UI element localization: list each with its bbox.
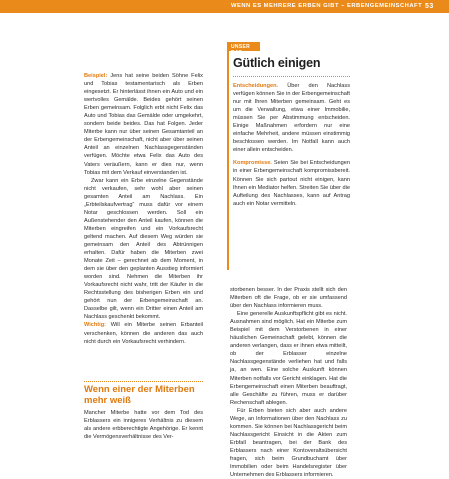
advice-paragraph-decisions	[233, 82, 350, 154]
right-paragraph-1: storbenen besser. In der Praxis stellt sich den Miterben oft die Frage, ob er sie umfassend über den Nachlass informieren muss.	[230, 287, 347, 310]
decisions-text: Über den Nachlass verfügen können Sie in der Erbengemeinschaft nur mit Ihren Miterben gemeinsam. Geht es um die Verwaltung, etwa einer Immobilie, müssen Sie per Abstimmung entscheiden. Einige Maßnahmen erfordern nur eine einfache Mehrheit, andere müssen einstimmig beschlossen werden. Im Notfall kann auch einer allein entscheiden.	[233, 83, 350, 154]
section-heading: Wenn einer der Miterben mehr weiß	[84, 384, 195, 406]
example-label: Beispiel:	[84, 73, 108, 79]
right-paragraph-2: Eine generelle Auskunftspflicht gibt es nicht. Ausnahmen sind möglich. Hat ein Miterbe zum Beispiel mit dem Verstorbenen in einer häuslichen Gemeinschaft gelebt, können die anderen verlangen, dass er ihnen etwa mitteilt, ob der Erblasser einzelne Nachlassgegenstände verliehen hat und falls ja, an wen. Eine solche Auskunft können Miterben notfalls vor Gericht einklagen. Hat die Erbengemeinschaft einen Miterben beauftragt, alle Geschäfte zu führen, muss er darüber Rechenschaft ablegen.	[230, 311, 347, 406]
compromise-text: Seien Sie bei Entscheidungen in einer Erbengemeinschaft kompromissbereit. Können Sie sich partout nicht einigen, kann Ihnen ein Mediator helfen. Streiten Sie über die Aufteilung des Nachlasses, kann auf Antrag auch ein Notar vermitteln.	[233, 160, 350, 207]
advice-body	[233, 82, 350, 213]
important-paragraph	[84, 321, 203, 345]
advice-paragraph-compromise	[233, 159, 350, 207]
example-paragraph	[84, 72, 203, 177]
advice-box	[227, 42, 348, 270]
right-column	[230, 286, 347, 479]
running-header	[0, 0, 449, 13]
compromise-label: Kompromisse.	[233, 160, 272, 167]
example-text: Jens hat seine beiden Söhne Felix und Tobias testamentarisch als Erben eingesetzt. Er hinterlässt ihnen ein Auto und ein wertvolles Gemälde. Beides gehört seinen Erben gemeinsam. Folglich erbt nicht Felix das Auto und Tobias das Gemälde oder umgekehrt, sondern beide beides. Das hat Folgen. Jeder Miterbe kann nur über seinen Gesamtanteil an der Erbengemeinschaft, nicht aber über seinen Anteil an einzelnen Nachlassgegenständen verfügen. Möchte etwa Felix das Auto des Vaters veräußern, kann er dies nur, wenn Tobias mit dem Verkauf einverstanden ist.	[84, 73, 203, 176]
left-column	[84, 72, 203, 346]
running-head-text: WENN ES MEHRERE ERBEN GIBT – ERBENGEMEINSCHAFT	[231, 3, 423, 9]
right-paragraph-3: Für Erben bieten sich aber auch andere Wege, an Informationen über den Nachlass zu kommen. Sie können bei Nachlassgericht beim Nachlassgericht Einsicht in die Akten zum Erbfall beantragen, bei der Bank des Erblassers nach einer Kontoveraltsübersicht fragen, sich beim Grundbuchamt über Immobilien oder beim Handelsregister über Unternehmen des Erblassers informieren.	[230, 407, 347, 479]
important-label: Wichtig:	[84, 322, 107, 329]
section-column	[84, 409, 203, 441]
important-text: Will ein Miterbe seinen Erbanteil verschenken, können die anderen das auch nicht durch ein Vorkaufsrecht verhindern.	[84, 322, 204, 345]
decisions-label: Entscheidungen.	[233, 83, 279, 89]
page-number: 53	[425, 2, 434, 10]
section-paragraph: Mancher Miterbe hatte vor dem Tod des Erblassers ein innigeres Verhältnis zu diesem als andere erbberechtigte Angehörige. Er kennt die Vermögensverhältnisse des Ver-	[84, 410, 203, 441]
advice-title: Gütlich einigen	[233, 56, 321, 70]
advice-tab-label: UNSER RAT	[227, 42, 260, 51]
body-paragraph: Zwar kann ein Erbe einzelne Gegenstände nicht verkaufen, sehr wohl aber seinen gesamten Anteil am Nachlass. Ein „Erbteilskaufvertrag“ muss dafür vor einem Notar geschlossen werden. Soll ein Außenstehender den Anteil kaufen, können die Miterben eingreifen und ein Vorkaufsrecht geltend machen. Auf diesem Weg würden sie gemeinsam den Anteil des Abtrünnigen erhalten. Dafür haben die Miterben zwei Monate Zeit – gerechnet ab dem Moment, in dem sie über den geplanten Ausstieg informiert worden sind. Nehmen die Miterben ihr Vorkaufsrecht nicht wahr, tritt der Käufer in die Rechtsstellung des bisherigen Erben ein und gehört nun der Erbengemeinschaft an. Dasselbe gilt, wenn ein Dritter einen Anteil am Nachlass geschenkt bekommt.	[84, 177, 203, 321]
section-divider	[84, 381, 203, 382]
advice-divider	[233, 76, 350, 77]
